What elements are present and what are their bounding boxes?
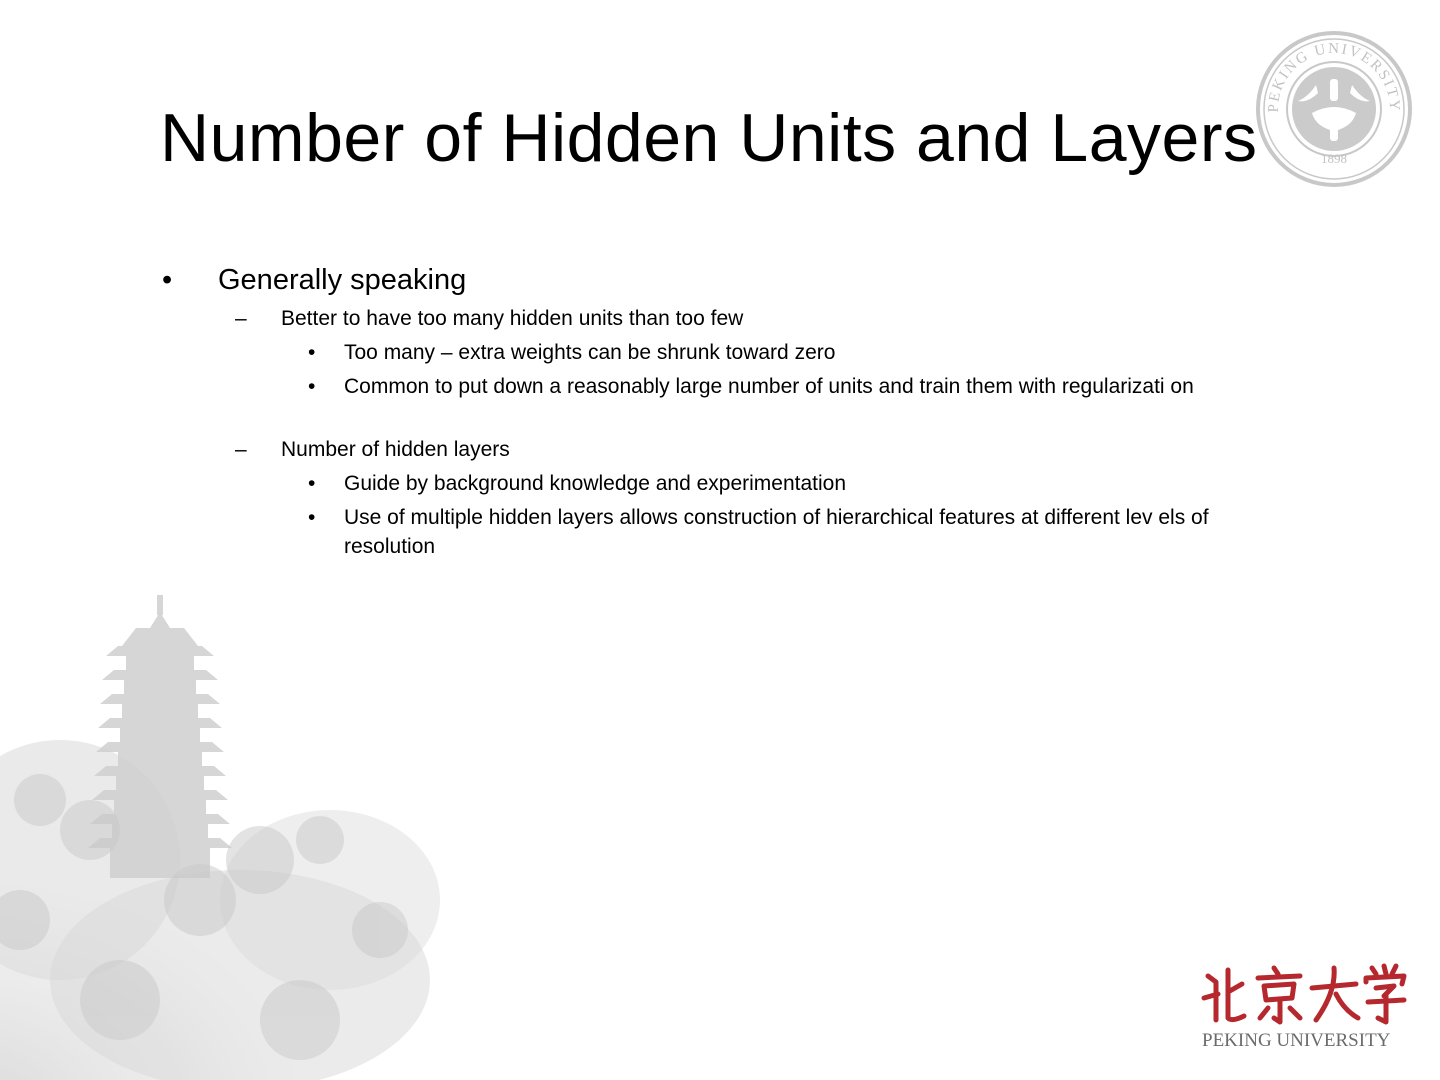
bullet-text-level2: Number of hidden layers xyxy=(281,438,510,461)
university-seal-icon xyxy=(1254,29,1414,189)
dash-marker: – xyxy=(235,307,247,330)
bullet-text-level2: Better to have too many hidden units than too few xyxy=(281,307,744,330)
peking-university-chinese-logo xyxy=(1198,962,1410,1028)
slide-title: Number of Hidden Units and Layers xyxy=(160,100,1258,176)
bullet-text-level3: Guide by background knowledge and experimentation xyxy=(344,472,847,495)
bullet-text-level3: Common to put down a reasonably large number of units and train them with regularizati on xyxy=(344,375,1194,398)
bullet-text-level1: Generally speaking xyxy=(218,264,467,296)
bullet-marker: • xyxy=(308,375,316,398)
dash-marker: – xyxy=(235,438,247,461)
bullet-text-level3: Use of multiple hidden layers allows construction of hierarchical features at different lev els of resolution xyxy=(344,506,1209,558)
bullet-marker: • xyxy=(308,472,316,495)
seal-text: PEKING UNIVERSITY xyxy=(1265,40,1403,113)
bullet-text-level3: Too many – extra weights can be shrunk toward zero xyxy=(344,341,836,364)
peking-university-english-logo: PEKING UNIVERSITY xyxy=(1202,1030,1391,1051)
bullet-marker: • xyxy=(162,264,173,296)
bullet-marker: • xyxy=(308,341,316,364)
seal-year: 1898 xyxy=(1321,151,1347,166)
bullet-marker: • xyxy=(308,506,316,529)
